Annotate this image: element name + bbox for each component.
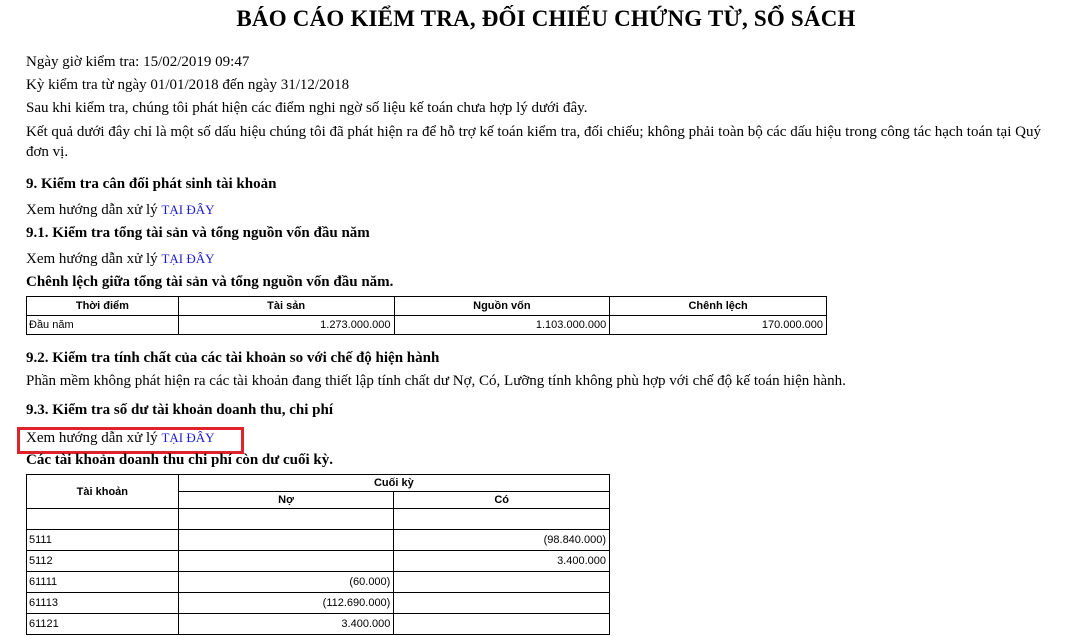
column-header: Tài sản [178, 297, 394, 316]
guide-link-9-3[interactable]: TẠI ĐÂY [161, 430, 215, 445]
table-cell: 61121 [27, 614, 179, 635]
table-cell: Đầu năm [27, 316, 179, 335]
table-cell: 170.000.000 [610, 316, 827, 335]
table-cell: 61113 [27, 593, 179, 614]
check-time: Ngày giờ kiểm tra: 15/02/2019 09:47 [26, 54, 250, 70]
section-9-3-heading: 9.3. Kiểm tra số dư tài khoản doanh thu, chi phí [26, 402, 333, 418]
section-9-1-heading: 9.1. Kiểm tra tổng tài sản và tổng nguồn vốn đầu năm [26, 225, 370, 241]
table-cell [178, 551, 394, 572]
table-cell: 5111 [27, 530, 179, 551]
column-header-account: Tài khoản [27, 475, 179, 509]
table-cell: 3.400.000 [178, 614, 394, 635]
column-header: Nguồn vốn [394, 297, 610, 316]
table-row [27, 614, 610, 635]
table-2-title: Các tài khoản doanh thu chi phí còn dư cuối kỳ. [26, 452, 334, 468]
guide-line-9 [26, 202, 215, 219]
table-cell [178, 530, 394, 551]
table-cell: (112.690.000) [178, 593, 394, 614]
guide-text: Xem hướng dẫn xử lý [26, 202, 158, 218]
table-cell: (98.840.000) [394, 530, 610, 551]
section-9-2-heading: 9.2. Kiểm tra tính chất của các tài khoản so với chế độ hiện hành [26, 350, 440, 366]
table-cell [394, 614, 610, 635]
check-period: Kỳ kiểm tra từ ngày 01/01/2018 đến ngày 31/12/2018 [26, 77, 350, 93]
table-row [27, 530, 610, 551]
table-header-row [27, 475, 610, 492]
table-1-title: Chênh lệch giữa tổng tài sản và tổng nguồn vốn đầu năm. [26, 274, 394, 290]
table-cell: 1.273.000.000 [178, 316, 394, 335]
table-row [27, 316, 827, 335]
table-cell: 5112 [27, 551, 179, 572]
table-header-row [27, 297, 827, 316]
table-row [27, 551, 610, 572]
section-9-heading: 9. Kiểm tra cân đối phát sinh tài khoản [26, 176, 277, 192]
intro-note: Sau khi kiểm tra, chúng tôi phát hiện các điểm nghi ngờ số liệu kế toán chưa hợp lý dưới đây. [26, 100, 588, 116]
column-header-period-end: Cuối kỳ [178, 475, 609, 492]
table-cell: 61111 [27, 572, 179, 593]
table-cell: 1.103.000.000 [394, 316, 610, 335]
intro-disclaimer: Kết quả dưới đây chỉ là một số dấu hiệu chúng tôi đã phát hiện ra để hỗ trợ kế toán kiểm tra, đối chiếu; không phải toàn bộ các dấu hiệu trong công tác hạch toán tại Quý đơn vị. [26, 124, 1041, 160]
guide-link-9-1[interactable]: TẠI ĐÂY [161, 251, 215, 266]
guide-line-9-1 [26, 251, 215, 268]
table-cell: (60.000) [178, 572, 394, 593]
guide-text: Xem hướng dẫn xử lý [26, 430, 158, 446]
column-header-debit: Nợ [178, 492, 394, 509]
revenue-expense-table [26, 474, 610, 635]
table-row [27, 593, 610, 614]
table-cell: 3.400.000 [394, 551, 610, 572]
column-header: Chênh lệch [610, 297, 827, 316]
guide-line-9-3 [26, 430, 215, 447]
table-row [27, 572, 610, 593]
column-header-credit: Có [394, 492, 610, 509]
assets-capital-table [26, 296, 827, 335]
table-cell [394, 593, 610, 614]
guide-link-9[interactable]: TẠI ĐÂY [161, 202, 215, 217]
report-title: BÁO CÁO KIỂM TRA, ĐỐI CHIẾU CHỨNG TỪ, SỔ SÁCH [236, 6, 856, 31]
column-header: Thời điểm [27, 297, 179, 316]
section-9-2-text: Phần mềm không phát hiện ra các tài khoản đang thiết lập tính chất dư Nợ, Có, Lưỡng tính không phù hợp với chế độ kế toán hiện hành. [26, 373, 846, 389]
guide-text: Xem hướng dẫn xử lý [26, 251, 158, 267]
table-spacer-row [27, 509, 610, 530]
table-cell [394, 572, 610, 593]
